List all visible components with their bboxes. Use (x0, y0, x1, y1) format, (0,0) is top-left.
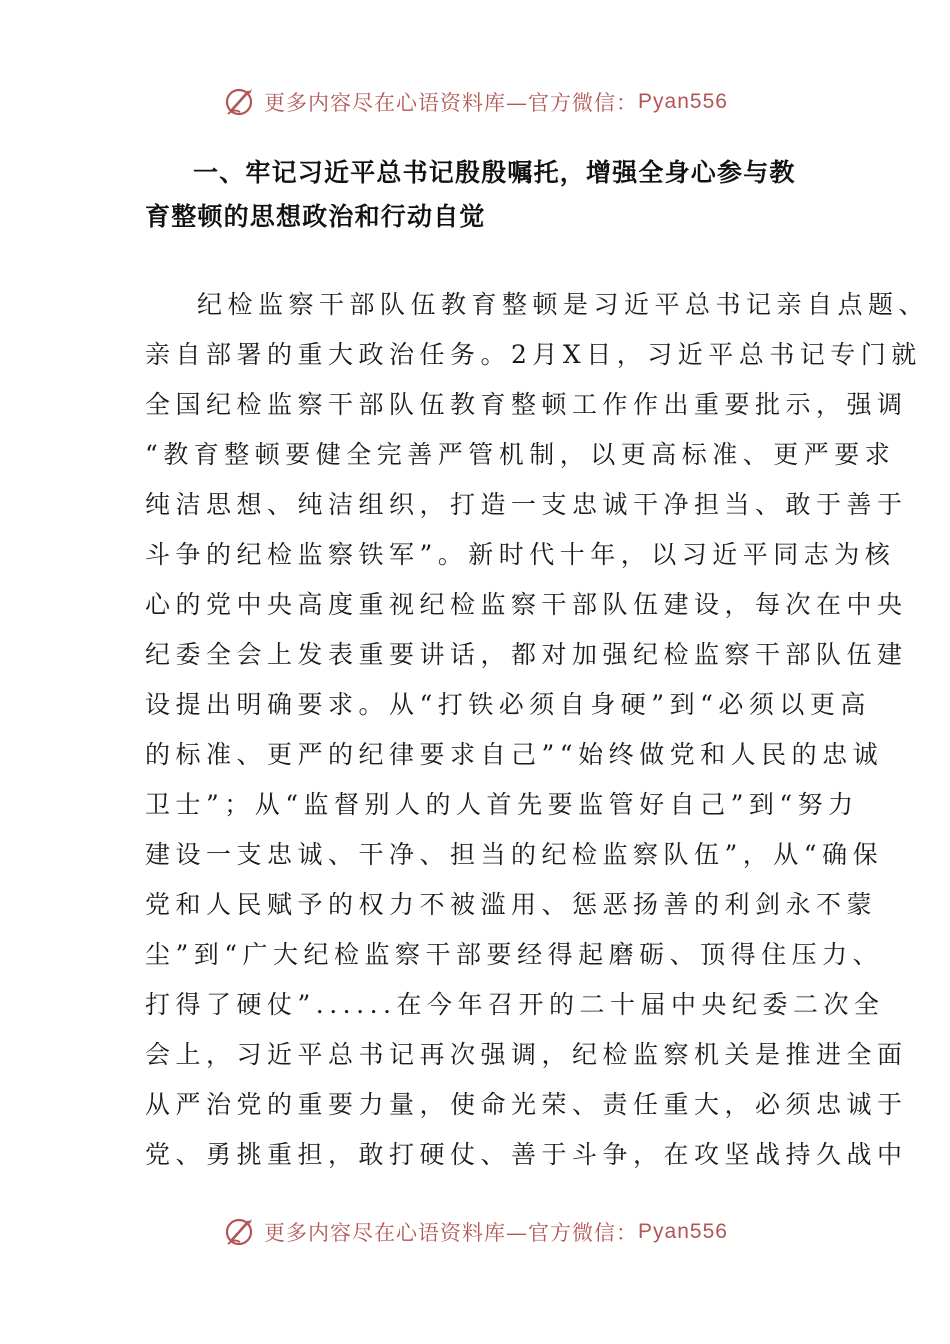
heading-line: 育整顿的思想政治和行动自觉 (145, 202, 486, 231)
text-line: 纯洁思想、纯洁组织，打造一支忠诚干净担当、敢于善于 (145, 490, 908, 519)
text-line: 尘”到“广大纪检监察干部要经得起磨砺、顶得住压力、 (145, 940, 884, 969)
body-paragraph (145, 280, 930, 1180)
text-line: 党、勇挑重担，敢打硬仗、善于斗争，在攻坚战持久战中 (145, 1140, 908, 1169)
text-line: 建设一支忠诚、干净、担当的纪检监察队伍”，从“确保 (145, 840, 884, 869)
pen-logo-icon (222, 84, 258, 120)
footer-watermark (0, 1210, 950, 1254)
text-line: 卫士”；从“监督别人的人首先要监管好自己”到“努力 (145, 790, 859, 819)
text-line: “教育整顿要健全完善严管机制，以更高标准、更严要求 (145, 440, 896, 469)
watermark-text: 更多内容尽在心语资料库—官方微信： (264, 1221, 639, 1245)
text-line: 打得了硬仗”......在今年召开的二十届中央纪委二次全 (145, 990, 885, 1019)
watermark-text: 更多内容尽在心语资料库—官方微信： (264, 91, 639, 115)
wechat-id: Pyan556 (638, 1220, 728, 1243)
text-line: 心的党中央高度重视纪检监察干部队伍建设，每次在中央 (145, 590, 908, 619)
text-line: 从严治党的重要力量，使命光荣、责任重大，必须忠诚于 (145, 1090, 908, 1119)
text-line: 党和人民赋予的权力不被滥用、惩恶扬善的利剑永不蒙 (145, 890, 878, 919)
text-line: 会上，习近平总书记再次强调，纪检监察机关是推进全面 (145, 1040, 908, 1069)
text-line: 设提出明确要求。从“打铁必须自身硬”到“必须以更高 (145, 690, 871, 719)
section-heading (145, 151, 815, 239)
text-line: 纪委全会上发表重要讲话，都对加强纪检监察干部队伍建 (145, 640, 908, 669)
text-line: 全国纪检监察干部队伍教育整顿工作作出重要批示，强调 (145, 390, 908, 419)
text-line: 斗争的纪检监察铁军”。新时代十年，以习近平同志为核 (145, 540, 896, 569)
text-line: 纪检监察干部队伍教育整顿是习近平总书记亲自点题、 (197, 290, 930, 319)
header-watermark (0, 80, 950, 124)
heading-line: 一、牢记习近平总书记殷殷嘱托，增强全身心参与教 (193, 158, 796, 187)
text-line: 的标准、更严的纪律要求自己”“始终做党和人民的忠诚 (145, 740, 884, 769)
wechat-id: Pyan556 (638, 90, 728, 113)
text-line: 亲自部署的重大政治任务。2月X日，习近平总书记专门就 (145, 340, 922, 369)
pen-logo-icon (222, 1214, 258, 1250)
